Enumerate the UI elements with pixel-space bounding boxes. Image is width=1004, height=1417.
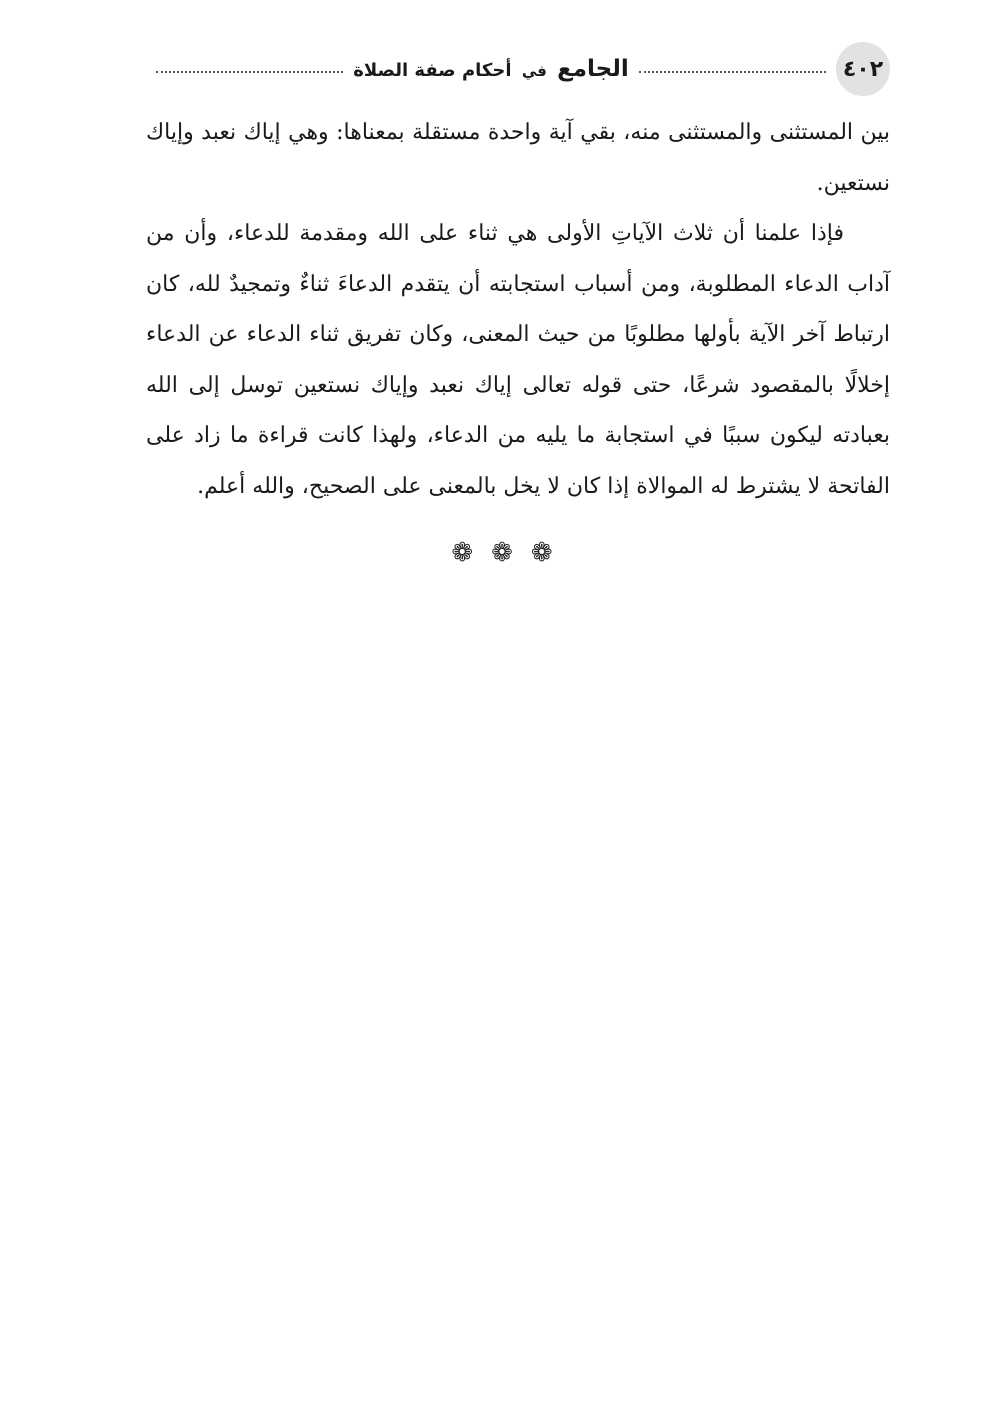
header-dotted-leader-left [156,71,343,73]
flower-ornament-icon: ❁ [491,538,513,568]
flower-ornament-icon: ❁ [530,538,553,568]
section-divider [0,538,1004,568]
page-number: ٤٠٢ [836,42,890,96]
flower-ornament-icon: ❁ [451,538,474,568]
running-title [353,56,629,82]
running-title-main: الجامع [557,56,629,82]
body-text [146,108,890,512]
page-header [146,42,890,96]
paragraph: فإذا علمنا أن ثلاث الآياتِ الأولى هي ثناء على الله ومقدمة للدعاء، وأن من آداب الدعاء المطلوبة، ومن أسباب استجابته أن يتقدم الدعاءَ ثناءٌ وتمجيدٌ لله، كان ارتباط آخر الآية بأولها مطلوبًا من حيث المعنى، وكان تفريق ثناء الدعاء عن الدعاء إخلالًا بالمقصود شرعًا، حتى قوله تعالى إياك نعبد وإياك نستعين توسل إلى الله بعبادته ليكون سببًا في استجابة ما يليه من الدعاء، ولهذا كانت قراءة ما زاد على الفاتحة لا يشترط له الموالاة إذا كان لا يخل بالمعنى على الصحيح، والله أعلم. [146,221,890,499]
header-dotted-leader-right [639,71,826,73]
running-title-preposition: في [521,62,547,80]
paragraph-continuation: بين المستثنى والمستثنى منه، بقي آية واحدة مستقلة بمعناها: وهي إياك نعبد وإياك نستعين. [146,120,890,196]
running-title-rest: أحكام صفة الصلاة [353,60,512,81]
